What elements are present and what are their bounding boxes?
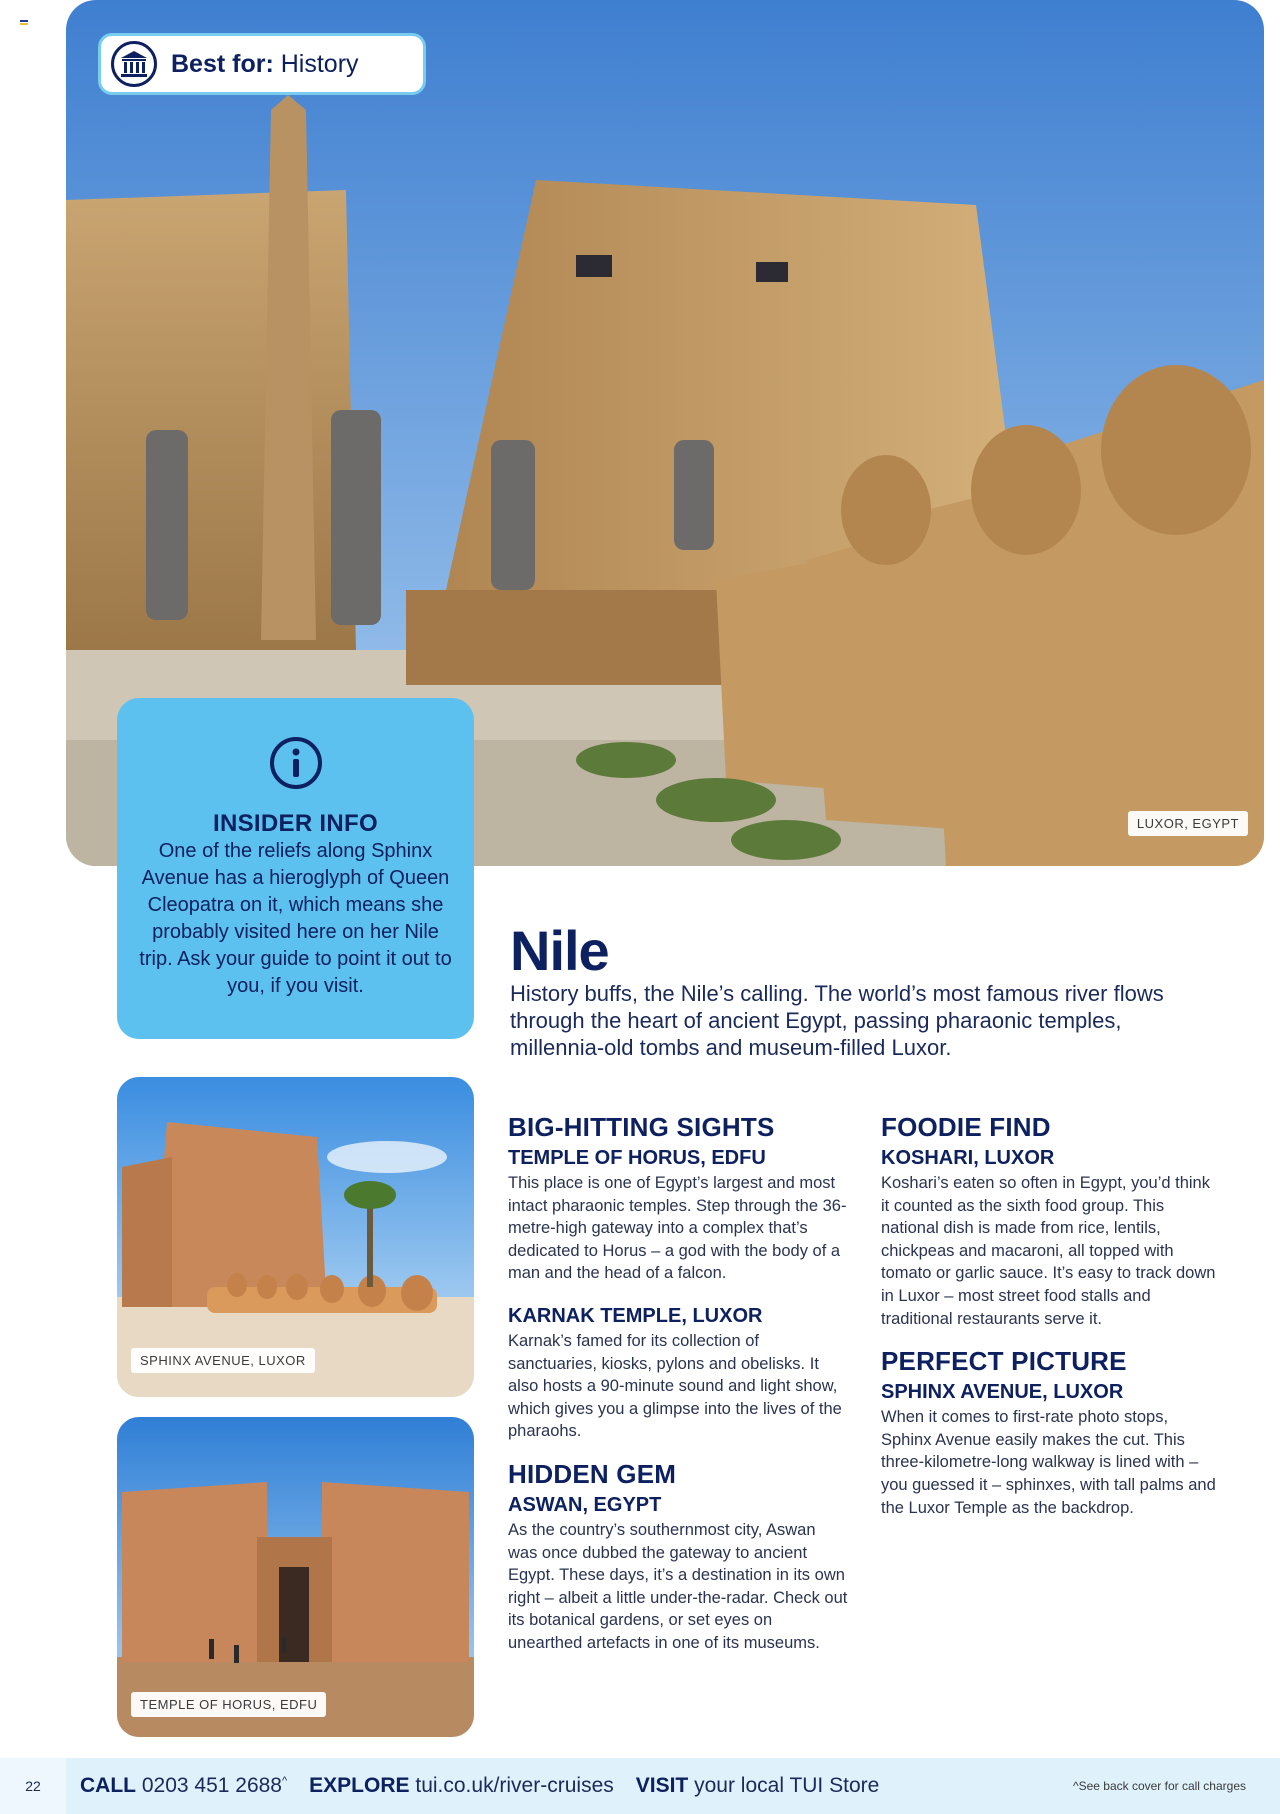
hero-caption: LUXOR, EGYPT	[1128, 811, 1248, 836]
call-mark: ^	[281, 1775, 288, 1787]
page-title: Nile	[510, 919, 609, 982]
call-label: CALL	[80, 1774, 136, 1797]
call-charges-note: ^See back cover for call charges	[1072, 1779, 1246, 1793]
sphinx-avenue-photo	[117, 1077, 474, 1397]
footer-bar	[0, 1758, 1280, 1814]
gem-text: As the country’s southernmost city, Aswan was once dubbed the gateway to ancient Egypt. These days, it’s a destination in its own right – albeit a little under-the-radar. Check out its botanical gardens, or set eyes on unearthed artefacts in one of its museums.	[508, 1520, 848, 1652]
gem-heading: HIDDEN GEM	[508, 1458, 677, 1489]
page-number: 22	[0, 1758, 66, 1814]
picture-text: When it comes to first-rate photo stops, Sphinx Avenue easily makes the cut. This three-kilometre-long walkway is lined with – you guessed it – sphinxes, with tall palms and the Luxor Temple as the backdrop.	[881, 1408, 1216, 1517]
insider-heading: INSIDER INFO	[213, 810, 378, 837]
column-right	[881, 1112, 1221, 1519]
sight-2-text: Karnak’s famed for its collection of sanctuaries, kiosks, pylons and obelisks. It also hosts a 90-minute sound and light show, which gives you a glimpse into the lives of the pharaohs.	[508, 1331, 842, 1441]
column-left	[508, 1112, 848, 1655]
corner-mark	[20, 20, 28, 26]
call-number: 0203 451 2688	[141, 1774, 282, 1797]
food-title: KOSHARI, LUXOR	[881, 1147, 1055, 1169]
insider-body: One of the reliefs along Sphinx Avenue has a hieroglyph of Queen Cleopatra on it, which means she probably visited here on her Nile trip. Ask your guide to point it out to you, if you visit.	[139, 840, 452, 997]
best-for-value: History	[280, 49, 359, 78]
sight-2-title: KARNAK TEMPLE, LUXOR	[508, 1304, 763, 1327]
footer-explore[interactable]	[309, 1774, 614, 1798]
sights-heading: BIG-HITTING SIGHTS	[508, 1112, 775, 1142]
info-icon	[269, 736, 323, 790]
insider-info-box	[117, 698, 474, 1039]
sight-1-text: This place is one of Egypt’s largest and most intact pharaonic temples. Step through the 36-metre-high gateway into a complex that’s dedicated to Horus – a god with the body of a man and the head of a falcon.	[508, 1174, 847, 1283]
visit-label: VISIT	[635, 1774, 689, 1797]
intro-text: History buffs, the Nile’s calling. The world’s most famous river flows through the heart of ancient Egypt, passing pharaonic temples, millennia-old tombs and museum-filled Luxor.	[510, 981, 1164, 1060]
explore-label: EXPLORE	[309, 1774, 410, 1797]
footer-visit	[636, 1774, 880, 1798]
food-heading: FOODIE FIND	[881, 1112, 1051, 1142]
explore-link[interactable]: tui.co.uk/river-cruises	[415, 1774, 614, 1797]
best-for-text	[171, 50, 359, 79]
sight-1-title: TEMPLE OF HORUS, EDFU	[508, 1147, 766, 1169]
picture-heading: PERFECT PICTURE	[881, 1346, 1127, 1377]
best-for-badge	[98, 33, 426, 95]
museum-icon	[111, 41, 157, 87]
best-for-prefix: Best for:	[171, 49, 274, 78]
visit-text: your local TUI Store	[694, 1774, 880, 1797]
temple-of-horus-photo	[117, 1417, 474, 1737]
footer-call[interactable]	[80, 1774, 287, 1798]
sphinx-avenue-caption: SPHINX AVENUE, LUXOR	[131, 1348, 315, 1373]
temple-of-horus-caption: TEMPLE OF HORUS, EDFU	[131, 1692, 326, 1717]
picture-title: SPHINX AVENUE, LUXOR	[881, 1381, 1124, 1404]
food-text: Koshari’s eaten so often in Egypt, you’d think it counted as the sixth food group. This national dish is made from rice, lentils, chickpeas and macaroni, all topped with tomato or garlic sauce. It’s easy to track down in Luxor – most street food stalls and traditional restaurants serve it.	[881, 1174, 1216, 1328]
gem-title: ASWAN, EGYPT	[508, 1493, 662, 1516]
